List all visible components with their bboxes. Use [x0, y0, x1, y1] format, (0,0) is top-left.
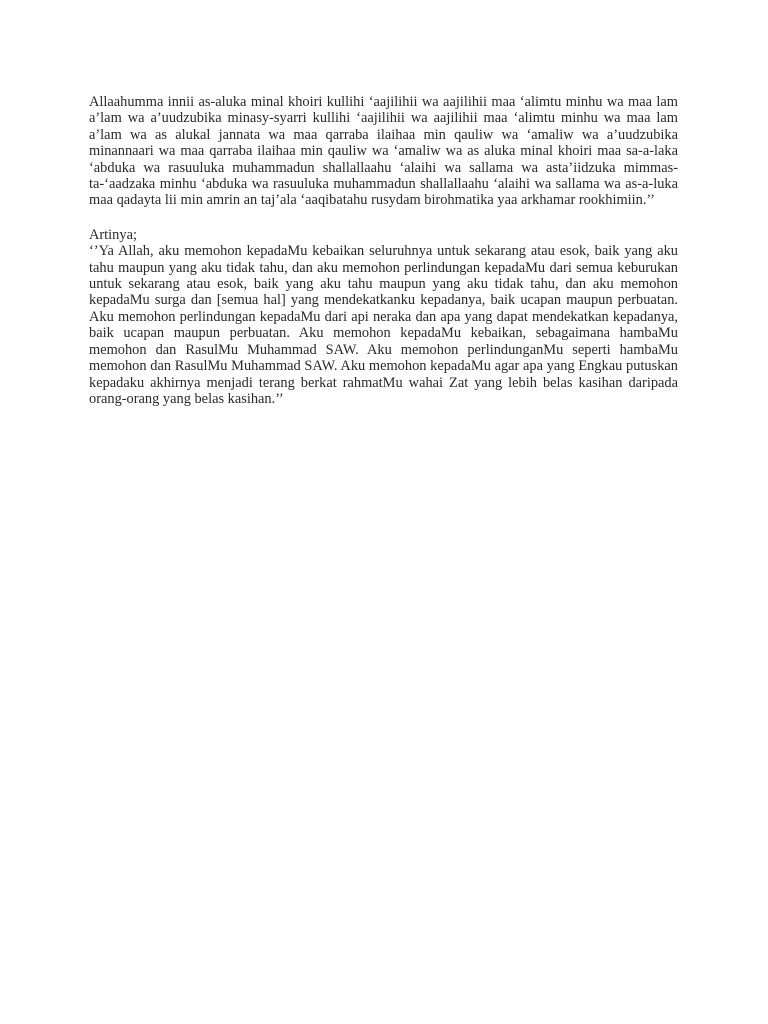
doa-paragraph: Allaahumma innii as-aluka minal khoiri kullihi ‘aajilihii wa aajilihii maa ‘alimtu minhu wa maa lam a’lam wa a’uudzubika minasy-syarri kullihi ‘aajilihii wa aajilihii maa ‘alimtu minhu wa maa lam a’lam wa as alukal jannata wa maa qarraba ilaihaa min qauliw wa ‘amaliw wa a’uudzubika minannaari wa maa qarraba ilaihaa min qauliw wa ‘amaliw wa as aluka minal khoiri maa sa-a-laka ‘abduka wa rasuuluka muhammadun shallallaahu ‘alaihi wa sallama wa asta’iidzuka mimmas-ta-‘aadzaka minhu ‘abduka wa rasuuluka muhammadun shallallaahu ‘alaihi wa sallama wa as-a-luka maa qadayta lii min amrin an taj’ala ‘aaqibatahu rusydam birohmatika yaa arkhamar rookhimiin.’’ — [89, 94, 678, 209]
translation-paragraph: ‘’Ya Allah, aku memohon kepadaMu kebaikan seluruhnya untuk sekarang atau esok, baik yang aku tahu maupun yang aku tidak tahu, dan aku memohon perlindungan kepadaMu dari semua keburukan untuk sekarang atau esok, baik yang aku tahu maupun yang aku tidak tahu, dan aku memohon kepadaMu surga dan [semua hal] yang mendekatkanku kepadanya, baik ucapan maupun perbuatan. Aku memohon perlindungan kepadaMu dari api neraka dan apa yang dapat mendekatkan kepadanya, baik ucapan maupun perbuatan. Aku memohon kepadaMu kebaikan, sebagaimana hambaMu memohon dan RasulMu Muhammad SAW. Aku memohon perlindunganMu seperti hambaMu memohon dan RasulMu Muhammad SAW. Aku memohon kepadaMu agar apa yang Engkau putuskan kepadaku akhirnya menjadi terang berkat rahmatMu wahai Zat yang lebih belas kasihan daripada orang-orang yang belas kasihan.’’ — [89, 243, 678, 407]
artinya-label: Artinya; — [89, 226, 137, 243]
document-body — [89, 94, 678, 407]
